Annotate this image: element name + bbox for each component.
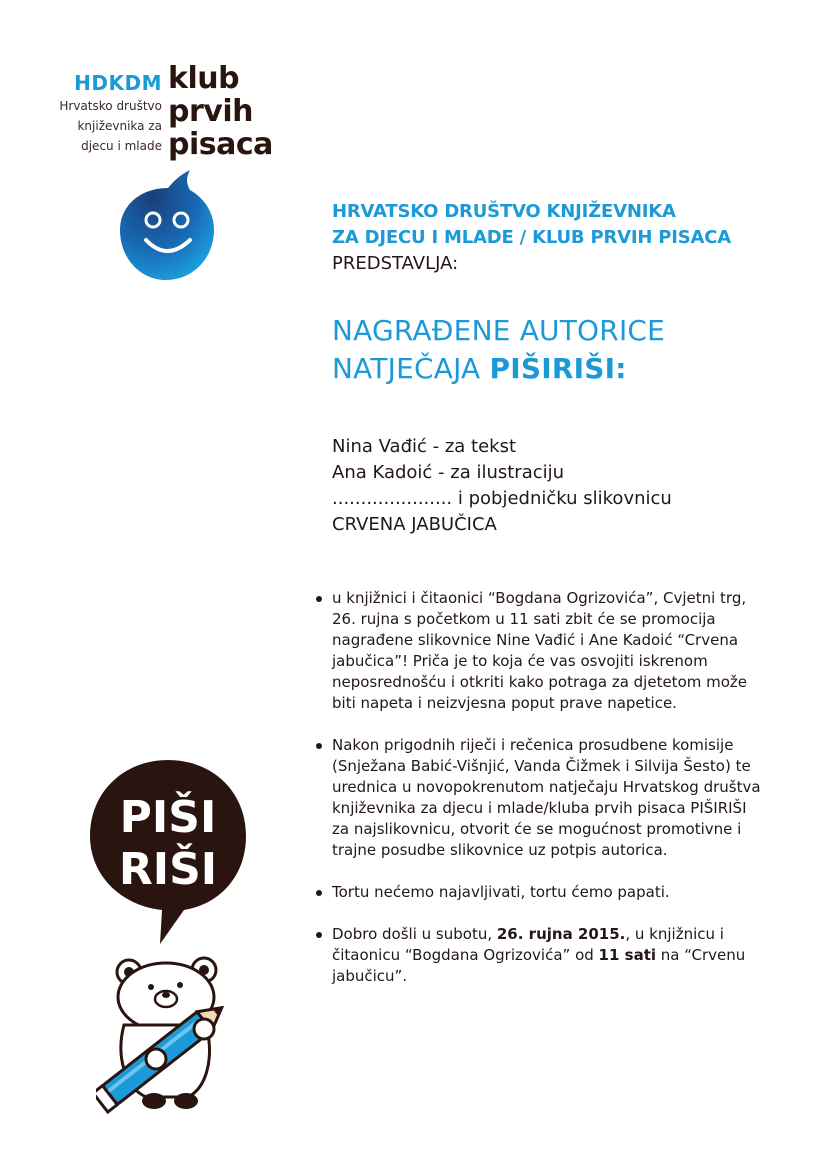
event-date: 26. rujna 2015.	[496, 925, 626, 943]
bullet-item: u knjižnici i čitaonici “Bogdana Ogrizovića”, Cvjetni trg, 26. rujna s početkom u 11 sati zbit će se promocija nagrađene slikovnice Nine Vađić i Ane Kadoić “Crvena jabučica”! Priča je to koja će vas osvojiti iskrenom neposrednošću i otkriti kako potraga za djetetom može biti napeta i neizvjesna poput prave napetice.	[312, 588, 762, 714]
headline-bold: PIŠIRIŠI:	[489, 352, 627, 385]
smiley-drop-icon	[118, 170, 218, 282]
event-time: 11 sati	[598, 946, 657, 964]
bullet-text: , u knjižnicu i čitaonicu “Bogdana Ogrizovića” od	[332, 925, 724, 964]
bullet-item	[312, 924, 762, 987]
book-title: CRVENA JABUČICA	[332, 514, 497, 535]
bullet-item: Tortu nećemo najavljivati, tortu ćemo papati.	[312, 882, 762, 903]
logo-org-line: književnika za	[77, 119, 162, 133]
logo-club-line: prvih	[168, 94, 253, 129]
logo-club-block	[168, 62, 273, 161]
pisirisi-bubble	[88, 758, 248, 948]
credit-line: Ana Kadoić - za ilustraciju	[332, 462, 565, 483]
organization-title	[332, 199, 731, 251]
logo-club-line: klub	[168, 61, 240, 96]
headline	[332, 312, 665, 388]
logo-org-line: Hrvatsko društvo	[59, 99, 162, 113]
headline-prefix: NATJEČAJA	[332, 352, 490, 385]
organization-line: ZA DJECU I MLADE / KLUB PRVIH PISACA	[332, 227, 732, 248]
credit-line: ..................... i pobjedničku slikovnicu	[332, 488, 672, 509]
organization-line: HRVATSKO DRUŠTVO KNJIŽEVNIKA	[332, 201, 676, 222]
bubble-line: PIŠI	[119, 792, 217, 843]
logo-org-block	[50, 70, 162, 156]
headline-line	[332, 350, 665, 388]
headline-line: NAGRAĐENE AUTORICE	[332, 314, 666, 347]
bullet-item: Nakon prigodnih riječi i rečenica prosudbene komisije (Snježana Babić-Višnjić, Vanda Čižmek i Silvija Šesto) te urednica u novopokrenutom natječaju Hrvatskog društva književnika za djecu i mlade/kluba prvih pisaca PIŠIRIŠI za najslikovnicu, otvorit će se mogućnost promotivne i trajne posudbe slikovnice uz potpis autorica.	[312, 735, 762, 861]
bear-with-pencil-illustration	[96, 955, 256, 1115]
presents-label: PREDSTAVLJA:	[332, 253, 459, 274]
credits	[332, 434, 672, 538]
event-details	[312, 588, 762, 1008]
logo-org-line: djecu i mlade	[81, 139, 162, 153]
credit-line: Nina Vađić - za tekst	[332, 436, 517, 457]
logo-club-line: pisaca	[168, 127, 273, 162]
bubble-line: RIŠI	[118, 844, 218, 895]
logo-abbr: HDKDM	[74, 71, 162, 95]
bullet-text: na “Crvenu jabučicu”.	[332, 946, 746, 985]
bullet-text: Dobro došli u subotu,	[332, 925, 497, 943]
